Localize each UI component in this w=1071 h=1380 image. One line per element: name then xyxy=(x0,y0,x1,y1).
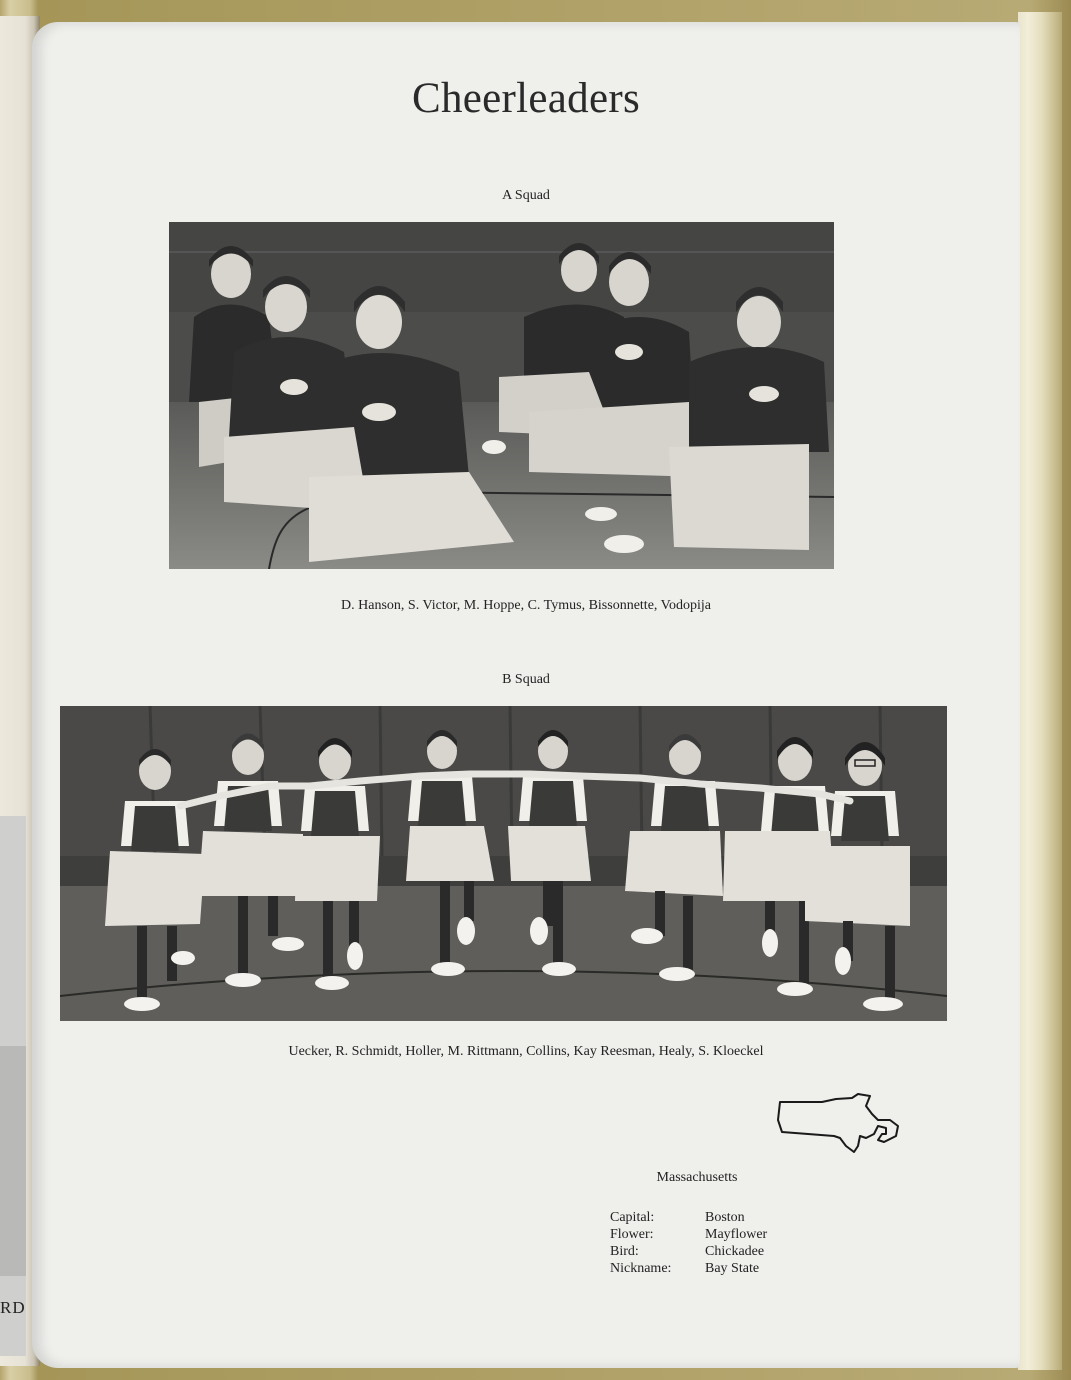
a-squad-caption: D. Hanson, S. Victor, M. Hoppe, C. Tymus, Bissonnette, Vodopija xyxy=(341,598,711,613)
a-squad-label: A Squad xyxy=(502,188,550,203)
page-title: Cheerleaders xyxy=(411,75,641,122)
fact-row-bird xyxy=(610,1243,767,1260)
group-photo-icon xyxy=(60,706,947,1021)
fact-row-nickname xyxy=(610,1260,767,1277)
yearbook-page xyxy=(32,22,1020,1368)
fact-value: Boston xyxy=(705,1210,745,1225)
state-name: Massachusetts xyxy=(656,1170,738,1185)
facing-page-photo-fragment-dark xyxy=(0,1046,26,1276)
book-cover-edge xyxy=(1018,12,1062,1370)
fact-key: Capital: xyxy=(610,1210,655,1225)
fact-value: Chickadee xyxy=(705,1244,765,1259)
state-facts xyxy=(610,1209,767,1277)
group-photo-icon xyxy=(169,222,834,569)
fact-key: Flower: xyxy=(610,1227,654,1242)
fact-value: Mayflower xyxy=(705,1227,768,1242)
fact-key: Bird: xyxy=(610,1244,639,1259)
massachusetts-outline-icon xyxy=(774,1090,904,1167)
a-squad-photo xyxy=(169,222,834,569)
fact-row-capital xyxy=(610,1209,767,1226)
fact-row-flower xyxy=(610,1226,767,1243)
b-squad-photo xyxy=(60,706,947,1021)
facing-page-text-fragment: RD xyxy=(0,1298,26,1317)
fact-key: Nickname: xyxy=(610,1261,672,1276)
fact-value: Bay State xyxy=(705,1261,760,1276)
b-squad-label: B Squad xyxy=(502,672,550,687)
b-squad-caption: Uecker, R. Schmidt, Holler, M. Rittmann, Collins, Kay Reesman, Healy, S. Kloeckel xyxy=(288,1044,764,1059)
